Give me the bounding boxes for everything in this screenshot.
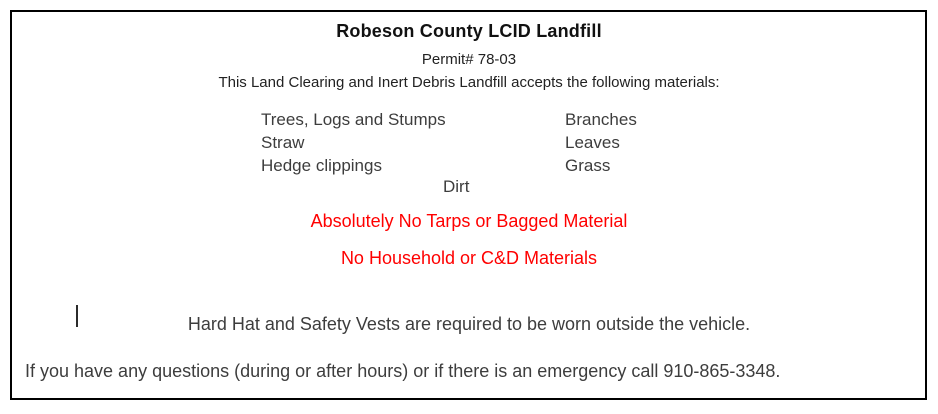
safety-notice: Hard Hat and Safety Vests are required to be worn outside the vehicle.: [187, 314, 751, 334]
material-item: Straw: [261, 133, 305, 152]
material-item-dirt: Dirt: [443, 177, 470, 196]
permit-number: Permit# 78-03: [421, 51, 517, 68]
material-item: Hedge clippings: [261, 156, 382, 175]
material-item: Grass: [565, 156, 611, 175]
material-item: Branches: [565, 110, 637, 129]
material-item: Trees, Logs and Stumps: [261, 110, 446, 129]
contact-info: If you have any questions (during or after hours) or if there is an emergency call 910-865-3348.: [25, 361, 781, 381]
materials-list-right: [565, 108, 637, 177]
warning-no-household: No Household or C&D Materials: [340, 248, 598, 268]
page-title: Robeson County LCID Landfill: [336, 21, 602, 41]
warning-no-tarps: Absolutely No Tarps or Bagged Material: [310, 211, 628, 231]
materials-list-left: [261, 108, 446, 177]
intro-text: This Land Clearing and Inert Debris Landfill accepts the following materials:: [218, 74, 720, 91]
document-border: [10, 10, 927, 400]
material-item: Leaves: [565, 133, 620, 152]
